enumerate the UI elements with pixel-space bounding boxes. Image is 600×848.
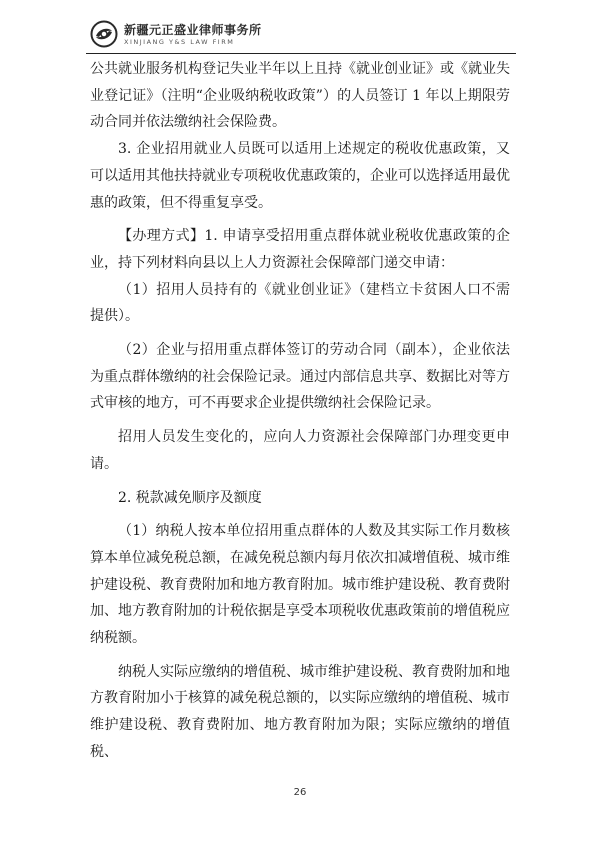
- paragraph: （1）招用人员持有的《就业创业证》（建档立卡贫困人口不需提供）。: [90, 281, 510, 325]
- paragraph: （2）企业与招用重点群体签订的劳动合同（副本），企业依法为重点群体缴纳的社会保险记录。通过内部信息共享、数据比对等方式审核的地方，可不再要求企业提供缴纳社会保险记录。: [90, 342, 510, 412]
- paragraph: 招用人员发生变化的，应向人力资源社会保障部门办理变更申请。: [90, 429, 510, 472]
- section-heading: 2. 税款减免顺序及额度: [118, 489, 262, 506]
- paragraph: 纳税人实际应缴纳的增值税、城市维护建设税、教育费附加和地方教育附加小于核算的减免税总额的，以实际应缴纳的增值税、城市维护建设税、教育费附加、地方教育附加为限；实际应缴纳的增值税、: [90, 663, 510, 760]
- page-number: 26: [293, 787, 307, 798]
- paragraph: （1）纳税人按本单位招用重点群体的人数及其实际工作月数核算本单位减免税总额，在减免税总额内每月依次扣减增值税、城市维护建设税、教育费附加和地方教育附加。城市维护建设税、教育费附加、地方教育附加的计税依据是享受本项税收优惠政策前的增值税应纳税额。: [90, 523, 510, 647]
- firm-name-cn: 新疆元正盛业律师事务所: [124, 23, 262, 37]
- document-body: [90, 56, 510, 766]
- paragraph: 公共就业服务机构登记失业半年以上且持《就业创业证》或《就业失业登记证》（注明“企业吸纳税收政策”）的人员签订 1 年以上期限劳动合同并依法缴纳社会保险费。: [90, 61, 510, 131]
- paragraph: 【办理方式】1. 申请享受招用重点群体就业税收优惠政策的企业，持下列材料向县以上人力资源社会保障部门递交申请：: [90, 228, 510, 271]
- firm-name-en: XINJIANG Y&S LAW FIRM: [124, 38, 235, 46]
- firm-logo-icon: [90, 20, 118, 48]
- letterhead: [86, 18, 526, 54]
- header-rule: [86, 53, 516, 54]
- paragraph: 3. 企业招用就业人员既可以适用上述规定的税收优惠政策，又可以适用其他扶持就业专项税收优惠政策的，企业可以选择适用最优惠的政策，但不得重复享受。: [90, 141, 510, 211]
